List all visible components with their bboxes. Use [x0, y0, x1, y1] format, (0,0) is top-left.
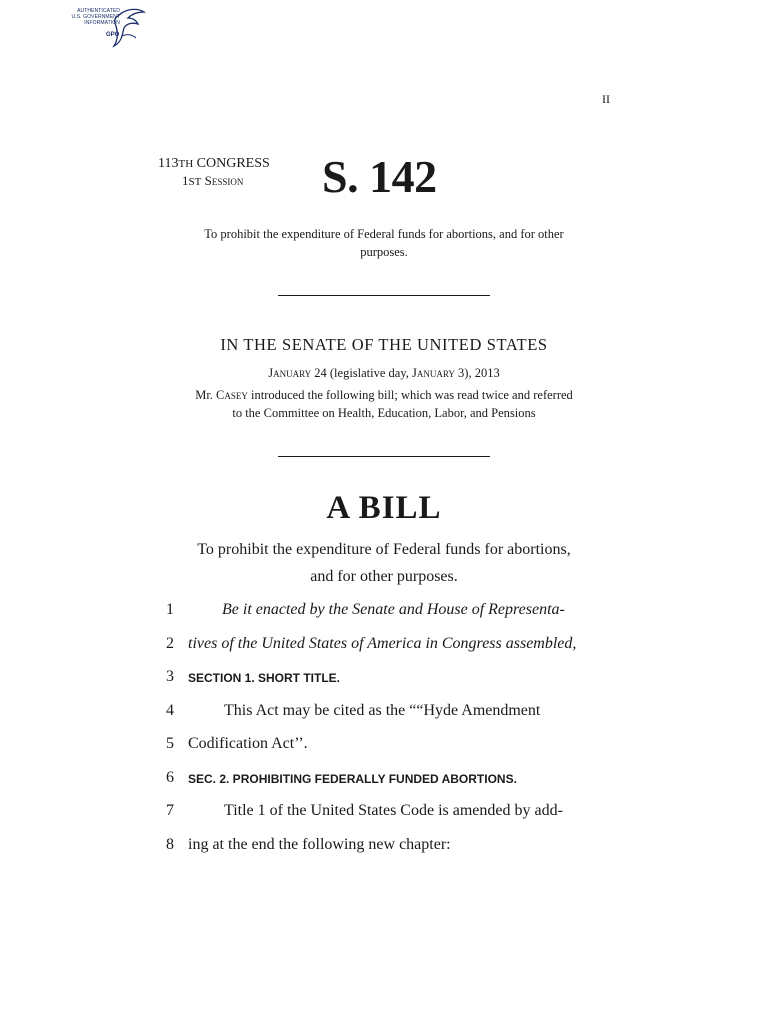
congress-word: CONGRESS: [196, 156, 270, 171]
dateline-month-1: January: [268, 366, 312, 380]
seal-line-3: INFORMATION: [84, 20, 120, 26]
line-number: 8: [166, 836, 174, 853]
divider-rule: [278, 456, 490, 457]
gpo-authentication-seal: [62, 4, 146, 48]
intro-line-2: to the Committee on Health, Education, Labor, and Pensions: [232, 406, 536, 420]
line-number: 5: [166, 735, 174, 752]
introduction-statement: [160, 386, 608, 422]
congress-label: [158, 156, 270, 172]
dateline-part-1: 24 (legislative day,: [311, 366, 413, 380]
bill-line: [166, 769, 612, 793]
seal-line-2: U.S. GOVERNMENT: [71, 14, 120, 20]
bill-line: [166, 802, 612, 826]
bill-line: [166, 836, 612, 860]
line-number: 2: [166, 635, 174, 652]
line-number: 6: [166, 769, 174, 786]
session-number: 1: [182, 173, 189, 188]
eagle-icon: [112, 6, 146, 48]
bill-line: [166, 735, 612, 759]
line-text: Codification Act’’.: [188, 735, 308, 752]
section-heading: SEC. 2. PROHIBITING FEDERALLY FUNDED ABORTIONS.: [188, 772, 517, 786]
dateline: [160, 366, 608, 381]
congress-number: 113: [158, 156, 179, 171]
chamber-heading: IN THE SENATE OF THE UNITED STATES: [220, 335, 548, 354]
bill-purpose: [160, 536, 608, 590]
line-number: 7: [166, 802, 174, 819]
bill-line: [166, 601, 612, 625]
purpose-header-line-2: purposes.: [360, 245, 408, 259]
purpose-header-line-1: To prohibit the expenditure of Federal funds for abortions, and for other: [204, 227, 564, 241]
page-mark: II: [602, 92, 610, 106]
seal-line-1: AUTHENTICATED: [77, 8, 120, 14]
intro-text-1: introduced the following bill; which was read twice and referred: [247, 388, 573, 402]
a-bill-heading: A BILL: [326, 490, 442, 526]
line-number: 4: [166, 702, 174, 719]
bill-number: S. 142: [322, 151, 437, 202]
line-number: 3: [166, 668, 174, 685]
bill-line: [166, 668, 612, 692]
line-text: ing at the end the following new chapter:: [188, 836, 451, 853]
purpose-header: [168, 225, 600, 261]
congress-suffix: TH: [178, 158, 194, 170]
bill-line: [166, 635, 612, 659]
seal-gpo-label: GPO: [106, 32, 120, 38]
bill-line: [166, 702, 612, 726]
intro-line-1: [160, 386, 608, 404]
dateline-month-2: January: [412, 366, 455, 380]
sponsor-title: Mr.: [195, 388, 217, 402]
line-text: Title 1 of the United States Code is amended by add-: [224, 802, 563, 819]
bill-purpose-line-1: To prohibit the expenditure of Federal funds for abortions,: [197, 541, 571, 558]
dateline-part-2: 3), 2013: [454, 366, 500, 380]
sponsor-name: Casey: [216, 388, 248, 402]
section-heading: SECTION 1. SHORT TITLE.: [188, 671, 341, 685]
session-word: Session: [204, 173, 244, 188]
line-text: tives of the United States of America in Congress assembled,: [188, 635, 577, 652]
session-label: [182, 173, 243, 189]
divider-rule: [278, 295, 490, 296]
line-number: 1: [166, 601, 174, 618]
session-suffix: ST: [188, 176, 202, 188]
line-text: This Act may be cited as the ““Hyde Amendment: [224, 702, 541, 719]
line-text: Be it enacted by the Senate and House of Representa-: [222, 601, 565, 618]
bill-purpose-line-2: and for other purposes.: [310, 568, 458, 585]
